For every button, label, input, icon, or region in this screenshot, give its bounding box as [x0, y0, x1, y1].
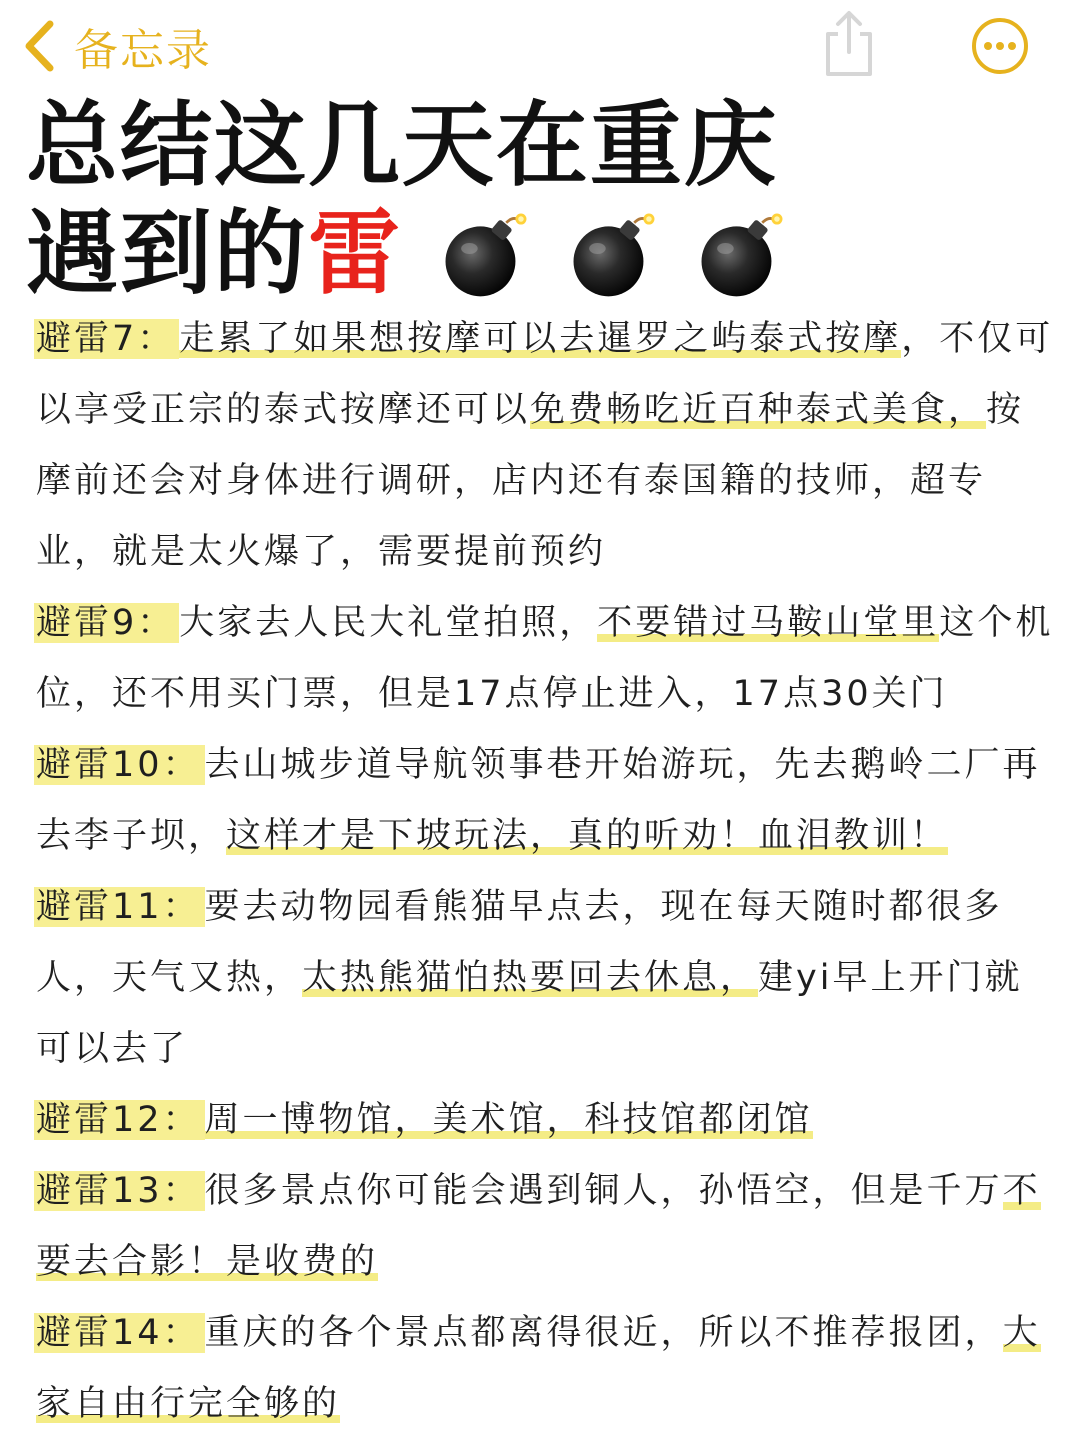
- title-line-1: 总结这几天在重庆: [26, 92, 779, 199]
- bomb-emoji-group: [440, 208, 788, 300]
- underlined-text: 这样才是下坡玩法，真的听劝！血泪教训！: [226, 816, 949, 856]
- tip-tag: 避雷10：: [34, 745, 205, 785]
- note-paragraph: [36, 730, 1060, 872]
- underlined-text: 不要错过马鞍山堂里: [597, 603, 940, 643]
- note-paragraph: [36, 1156, 1060, 1298]
- body-text: 建yi早上开门就可以去了: [36, 958, 1023, 1069]
- tip-tag: 避雷12：: [34, 1100, 205, 1140]
- underlined-text: 太热熊猫怕热要回去休息，: [302, 958, 759, 998]
- body-text: ，不仅可以享受正宗的泰式按摩还可以: [36, 319, 1054, 430]
- underlined-text: 周一博物馆，美术馆，科技馆都闭馆: [204, 1100, 813, 1140]
- bomb-icon: [696, 208, 788, 300]
- back-button[interactable]: [22, 16, 212, 76]
- note-paragraph: [36, 872, 1060, 1085]
- nav-bar: [0, 0, 1080, 92]
- chevron-left-icon: [22, 18, 56, 74]
- share-icon: [818, 65, 880, 84]
- underlined-text: 免费畅吃近百种泰式美食，: [530, 390, 987, 430]
- tip-tag: 避雷13：: [34, 1171, 205, 1211]
- title-line-2-text: 遇到的: [26, 200, 309, 307]
- title-highlight: 雷: [308, 200, 403, 307]
- share-button[interactable]: [818, 8, 880, 80]
- body-text: 按摩前还会对身体进行调研，店内还有泰国籍的技师，超专业，就是太火爆了，需要提前预约: [36, 390, 1025, 572]
- body-text: 大家去人民大礼堂拍照，: [179, 603, 598, 643]
- note-paragraph: [36, 1298, 1060, 1440]
- tip-tag: 避雷14：: [34, 1313, 205, 1353]
- body-text: 去山城步道导航领事巷开始游玩，先去鹅岭二厂再去李子坝，: [36, 745, 1041, 856]
- body-text: 这个机位，还不用买门票，但是17点停止进入，17点30关门: [36, 603, 1054, 714]
- underlined-text: 走累了如果想按摩可以去暹罗之屿泰式按摩: [179, 319, 902, 359]
- note-paragraph: [36, 588, 1060, 730]
- note-paragraph: [36, 1085, 1060, 1156]
- underlined-text: 大家自由行完全够的: [36, 1313, 1041, 1424]
- note-title: [26, 92, 1056, 308]
- body-text: 要去动物园看熊猫早点去，现在每天随时都很多人，天气又热，: [36, 887, 1003, 998]
- more-button[interactable]: [970, 16, 1030, 76]
- body-text: 很多景点你可能会遇到铜人，孙悟空，但是千万: [204, 1171, 1003, 1211]
- back-label: 备忘录: [74, 25, 212, 76]
- underlined-text: 不要去合影！是收费的: [36, 1171, 1041, 1282]
- tip-tag: 避雷7：: [34, 319, 179, 359]
- more-icon: [970, 61, 1030, 80]
- title-line-2: [26, 200, 1056, 308]
- bomb-icon: [440, 208, 532, 300]
- note-paragraph: [36, 304, 1060, 588]
- bomb-icon: [568, 208, 660, 300]
- tip-tag: 避雷9：: [34, 603, 179, 643]
- note-body[interactable]: [36, 304, 1060, 1440]
- tip-tag: 避雷11：: [34, 887, 205, 927]
- body-text: 重庆的各个景点都离得很近，所以不推荐报团，: [204, 1313, 1003, 1353]
